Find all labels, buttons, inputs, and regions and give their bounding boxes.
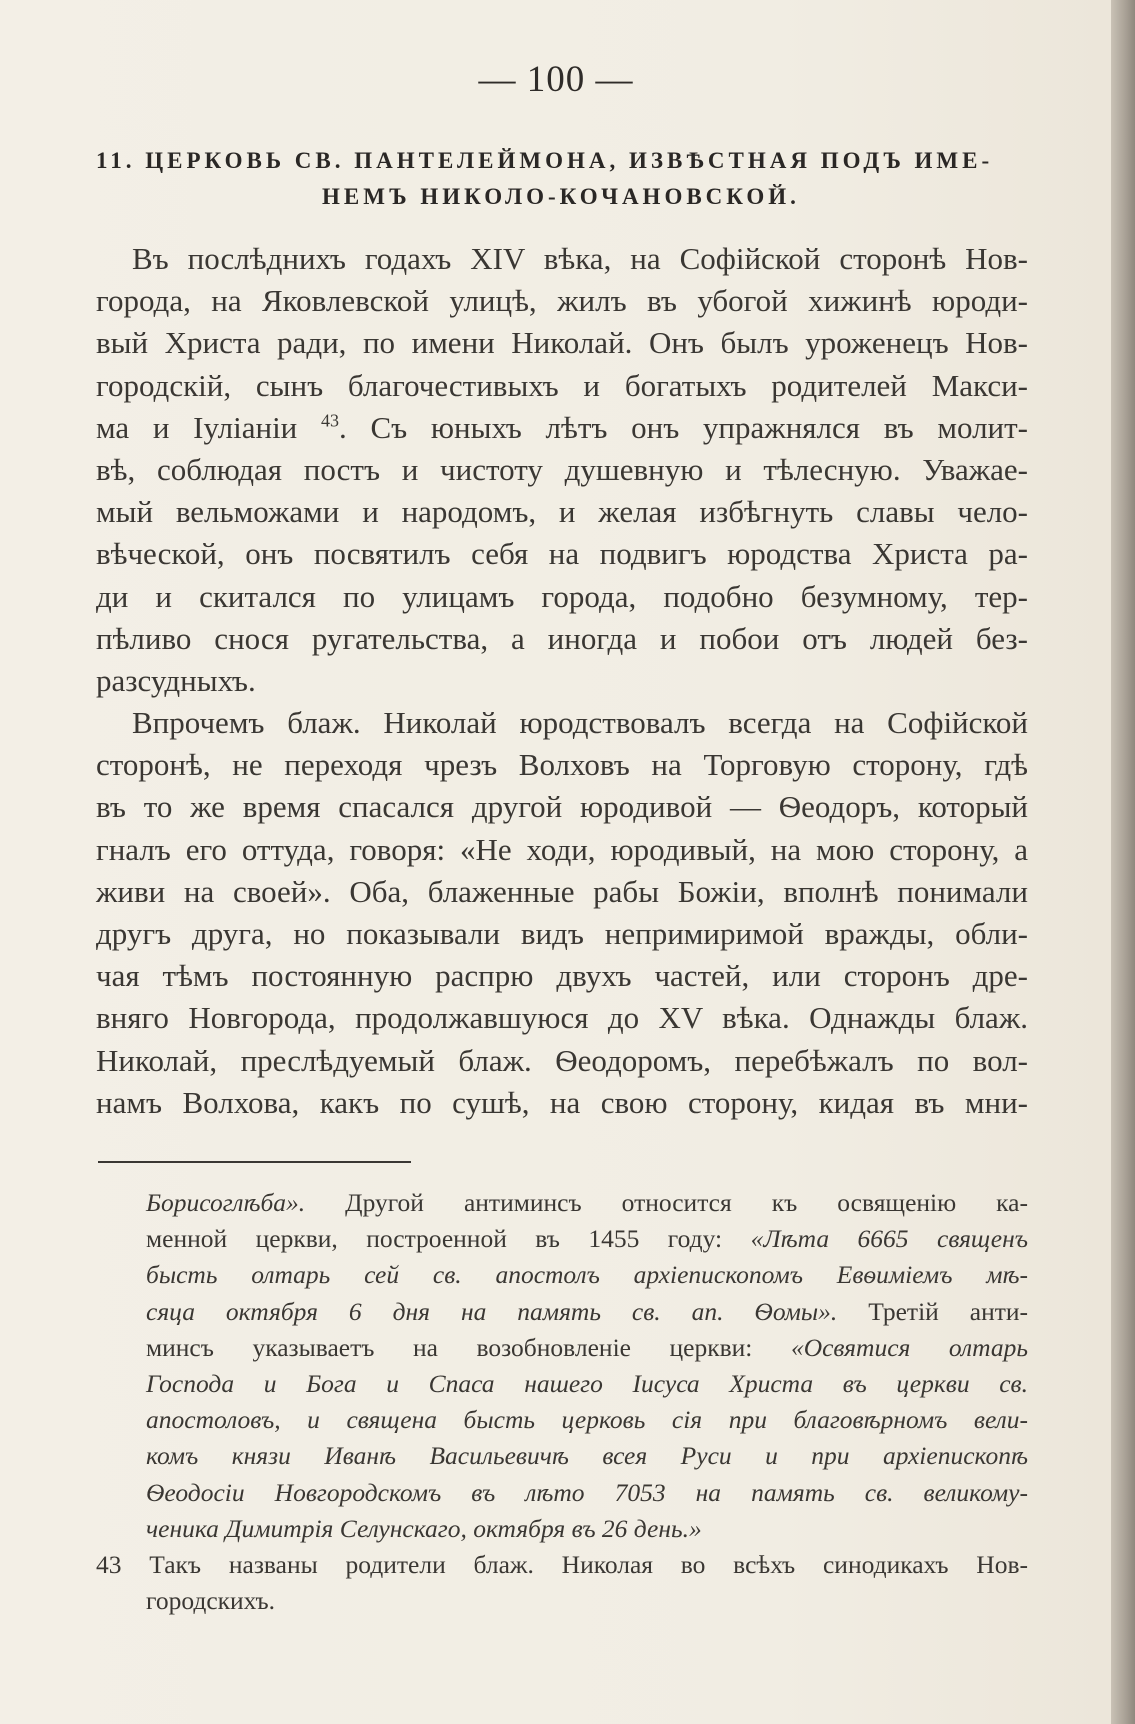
text-line: живи на своей». Оба, блаженные рабы Божіи, вполнѣ понимали <box>96 873 1028 909</box>
section-heading <box>96 143 1026 215</box>
text-line: ди и скитался по улицамъ города, подобно безумному, тер- <box>96 578 1028 614</box>
footnote-line <box>96 1402 1028 1438</box>
footnote-fragment: Борисоглѣба». <box>146 1188 306 1217</box>
footnote-fragment: бысть олтарь сей св. апостолъ архіепископомъ Евѳиміемъ мѣ- <box>146 1260 1028 1290</box>
text-line: сторонѣ, не переходя чрезъ Волховъ на Торговую сторону, гдѣ <box>96 747 1028 783</box>
text-line: вняго Новгорода, продолжавшуюся до XV вѣка. Однажды блаж. <box>96 1000 1028 1036</box>
text-line: Николай, преслѣдуемый блаж. Ѳеодоромъ, перебѣжалъ по вол- <box>96 1042 1028 1078</box>
text-line: Впрочемъ блаж. Николай юродствовалъ всегда на Софійской <box>132 705 1028 741</box>
footnote-line <box>96 1221 1028 1257</box>
footnote-fragment: менной церкви, построенной въ 1455 году: <box>146 1224 751 1254</box>
footnotes <box>96 1185 1028 1619</box>
main-text <box>96 238 1028 1124</box>
book-gutter <box>1111 0 1135 1724</box>
footnote-fragment: Третій анти- <box>837 1296 1029 1326</box>
footnote-fragment: Другой антиминсъ относится къ освященію ка- <box>305 1188 1028 1217</box>
text-line-with-footnote <box>96 407 1028 449</box>
text-line: вѣ, соблюдая постъ и чистоту душевную и тѣлесную. Уважае- <box>96 451 1028 487</box>
footnote-fragment: Господа и Бога и Спаса нашего Іисуса Христа въ церкви св. <box>146 1368 1028 1398</box>
text-line: намъ Волхова, какъ по сушѣ, на свою сторону, кидая въ мни- <box>96 1084 1028 1120</box>
footnote-reference: 43 <box>321 410 339 431</box>
footnote-line <box>96 1294 1028 1330</box>
heading-line-2: НЕМЪ НИКОЛО-КОЧАНОВСКОЙ. <box>322 184 800 209</box>
footnote-line <box>96 1257 1028 1293</box>
text-line: города, на Яковлевской улицѣ, жилъ въ убогой хижинѣ юроди- <box>96 283 1028 319</box>
text-line: Въ послѣднихъ годахъ XIV вѣка, на Софійской сторонѣ Нов- <box>132 241 1028 276</box>
text-line: пѣливо снося ругательства, а иногда и побои отъ людей без- <box>96 620 1028 656</box>
text-line: мый вельможами и народомъ, и желая избѣгнуть славы чело- <box>96 494 1028 530</box>
footnote-fragment: «Лѣта 6665 священъ <box>750 1224 1029 1254</box>
heading-line-1: 11. ЦЕРКОВЬ СВ. ПАНТЕЛЕЙМОНА, ИЗВѢСТНАЯ ПОДЪ ИМЕ- <box>96 148 994 173</box>
footnote-line <box>96 1511 1028 1547</box>
text-line: другъ друга, но показывали видъ непримиримой вражды, обли- <box>96 916 1028 951</box>
footnote-fragment: ченика Димитрія Селунскаго, октября въ 26 день.» <box>146 1513 702 1543</box>
footnote-fragment: комъ князи Иванѣ Васильевичѣ всея Руси и при архіепископѣ <box>146 1441 1028 1471</box>
page-number: — 100 — <box>478 59 634 100</box>
footnote-fragment: сяца октября 6 дня на память св. ап. Ѳомы». <box>146 1296 838 1326</box>
text-line: вый Христа ради, по имени Николай. Онъ былъ уроженецъ Нов- <box>96 325 1028 361</box>
footnote-43: 43 Такъ названы родители блаж. Николая во всѣхъ синодикахъ Нов- <box>96 1549 1028 1579</box>
text-line: разсудныхъ. <box>96 662 256 698</box>
footnote-fragment: Ѳеодосіи Новгородскомъ въ лѣто 7053 на память св. великому- <box>146 1477 1028 1507</box>
footnote-line <box>96 1366 1028 1402</box>
text-line: гналъ его оттуда, говоря: «Не ходи, юродивый, на мою сторону, а <box>96 831 1028 867</box>
footnote-43-continuation: городскихъ. <box>146 1586 276 1616</box>
footnote-line <box>96 1475 1028 1511</box>
text-line: чая тѣмъ постоянную распрю двухъ частей, или сторонъ дре- <box>96 958 1028 994</box>
text-line: вѣческой, онъ посвятилъ себя на подвигъ юродства Христа ра- <box>96 536 1028 572</box>
footnote-fragment: апостоловъ, и священа бысть церковь сія при благовѣрномъ вели- <box>146 1405 1028 1435</box>
footnote-line <box>96 1438 1028 1474</box>
text-line: въ то же время спасался другой юродивой — Ѳеодоръ, который <box>96 789 1028 825</box>
text-fragment: ма и Іуліаніи <box>96 409 298 445</box>
footnote-divider <box>98 1161 411 1163</box>
text-line: городскій, сынъ благочестивыхъ и богатыхъ родителей Макси- <box>96 367 1028 403</box>
footnote-line <box>96 1330 1028 1366</box>
footnote-fragment: минсъ указываетъ на возобновленіе церкви: <box>146 1332 791 1362</box>
footnote-fragment: «Освятися олтарь <box>790 1332 1028 1362</box>
footnote-line <box>96 1185 1028 1221</box>
text-fragment: . Съ юныхъ лѣтъ онъ упражнялся въ молит- <box>339 409 1028 445</box>
